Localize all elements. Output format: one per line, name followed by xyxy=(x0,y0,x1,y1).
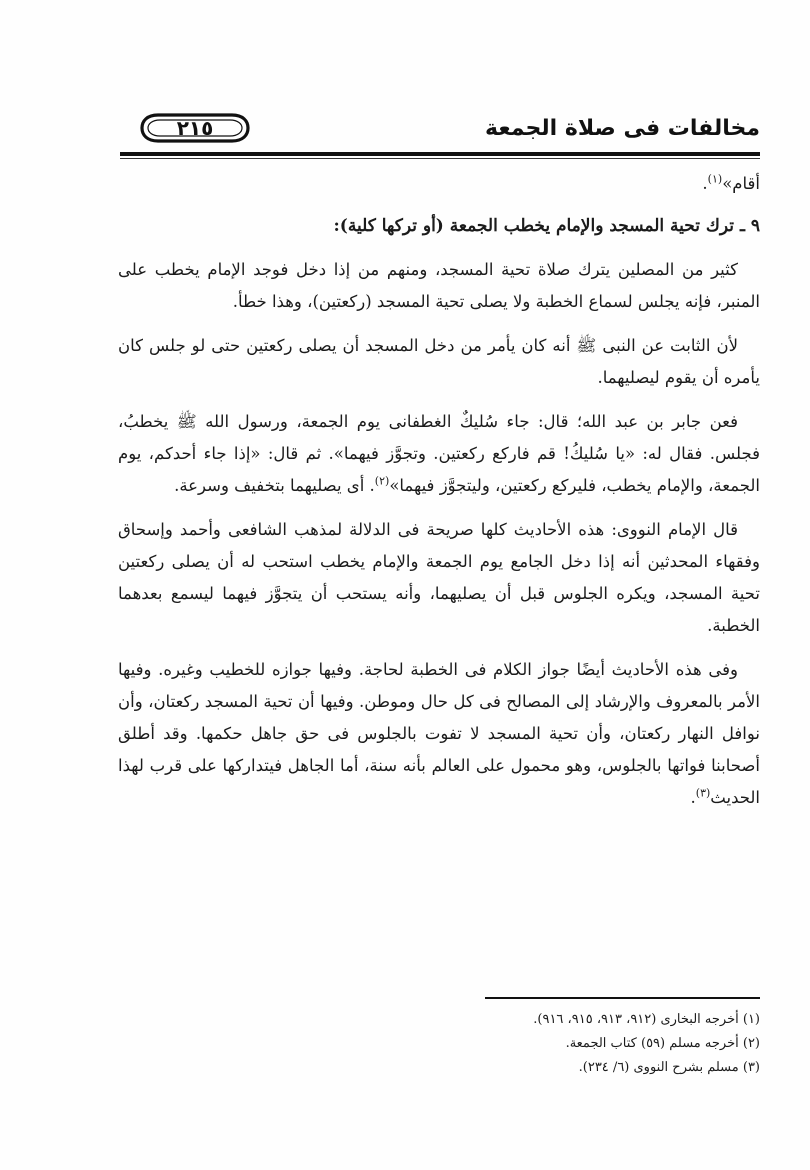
paragraph-3 xyxy=(118,406,760,502)
carry-over-period: . xyxy=(702,174,708,193)
paragraph-3-tail: . أى يصليهما بتخفيف وسرعة. xyxy=(174,476,375,495)
section-heading: ٩ ـ ترك تحية المسجد والإمام يخطب الجمعة (أو تركها كلية): xyxy=(333,216,760,236)
footnote-marker-2: (٢) xyxy=(374,474,390,488)
page-header xyxy=(120,112,760,152)
page-number-badge xyxy=(140,112,250,144)
carry-over-line xyxy=(118,168,760,200)
paragraph-4: قال الإمام النووى: هذه الأحاديث كلها صريحة فى الدلالة لمذهب الشافعى وأحمد وإسحاق وفقهاء المحدثين أنه إذا دخل الجامع يوم الجمعة والإمام يخطب استحب له أن يصلى ركعتين تحية المسجد، ويكره الجلوس قبل أن يصليهما، وأنه يستحب أن يتجوَّز فيهما ليسمع بعدهما الخطبة. xyxy=(118,520,760,635)
running-title: مخالفات فى صلاة الجمعة xyxy=(485,116,760,141)
page-number: ٢١٥ xyxy=(176,116,214,140)
footnote-marker-1: (١) xyxy=(707,172,723,186)
footnote-1: (١) أخرجه البخارى (٩١٢، ٩١٣، ٩١٥، ٩١٦). xyxy=(533,1012,760,1027)
header-rule xyxy=(120,152,760,160)
carry-over-text: أقام» xyxy=(722,174,760,193)
paragraph-5-tail: . xyxy=(690,788,696,807)
paragraph-1: كثير من المصلين يترك صلاة تحية المسجد، ومنهم من إذا دخل فوجد الإمام يخطب على المنبر، فإنه يجلس لسماع الخطبة ولا يصلى تحية المسجد (ركعتين)، وهذا خطأ. xyxy=(118,260,760,311)
paragraph-3-text: فعن جابر بن عبد الله؛ قال: جاء سُليكٌ الغطفانى يوم الجمعة، ورسول الله ﷺ يخطبُ، فجلس. فقال له: «يا سُليكُ! قم فاركع ركعتين. وتجوَّز فيهما». ثم قال: «إذا جاء أحدكم، يوم الجمعة، والإمام يخطب، فليركع ركعتين، وليتجوَّز فيهما» xyxy=(118,412,760,495)
paragraph-2: لأن الثابت عن النبى ﷺ أنه كان يأمر من دخل المسجد أن يصلى ركعتين حتى لو جلس كان يأمره أن يقوم ليصليهما. xyxy=(118,336,760,387)
main-text xyxy=(118,168,760,814)
paragraph-5-text: وفى هذه الأحاديث أيضًا جواز الكلام فى الخطبة لحاجة. وفيها جوازه للخطيب وغيره. وفيها الأمر بالمعروف والإرشاد إلى المصالح فى كل حال وموطن. وفيها أن تحية المسجد ركعتان، وأن نوافل النهار ركعتان، وأن تحية المسجد لا تفوت بالجلوس فى حق جاهل حكمها. وقد أطلق أصحابنا فواتها بالجلوس، وهو محمول على العالم بأنه سنة، أما الجاهل فيتداركها على قرب لهذا الحديث xyxy=(118,660,760,807)
footnote-marker-3: (٣) xyxy=(695,786,711,800)
header-rule-thin xyxy=(120,158,760,159)
footnote-separator xyxy=(485,997,760,999)
paragraph-5 xyxy=(118,654,760,814)
footnote-3: (٣) مسلم بشرح النووى (٦/ ٢٣٤). xyxy=(578,1060,760,1075)
footnote-2: (٢) أخرجه مسلم (٥٩) كتاب الجمعة. xyxy=(565,1036,760,1051)
header-rule-thick xyxy=(120,152,760,156)
footnotes xyxy=(118,1008,760,1080)
